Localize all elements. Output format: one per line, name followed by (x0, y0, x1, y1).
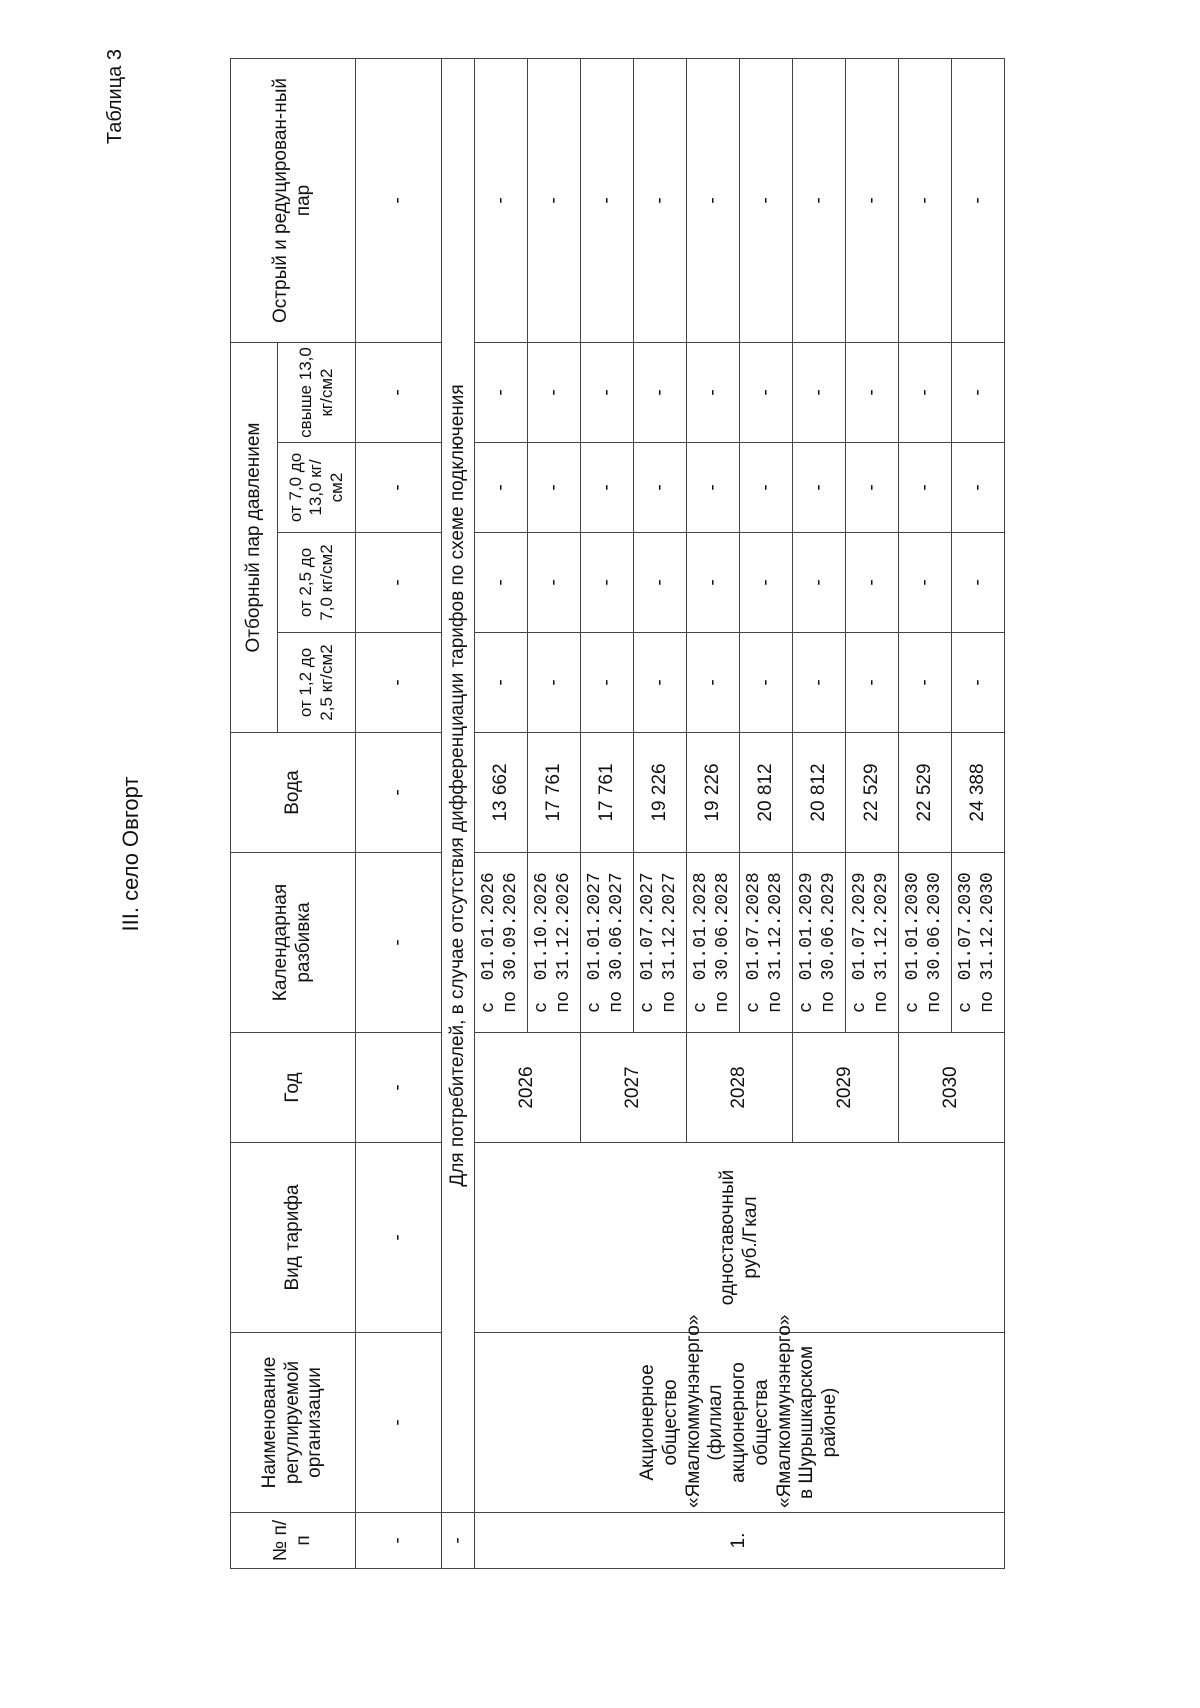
dash-cell: - (793, 342, 846, 442)
header-period: Календарная разбивка (231, 853, 356, 1033)
dash-cell: - (846, 443, 899, 533)
organization-name: Акционерное общество «Ямалкоммунэнерго» (филиал акционерного общества «Ямалкоммунэнерго» в Шурышкарском районе) (475, 1333, 1005, 1513)
dash-cell: - (475, 58, 528, 342)
row-number: 1. (475, 1513, 1005, 1569)
header-year: Год (231, 1033, 356, 1143)
dash-cell: - (581, 58, 634, 342)
dash-cell: - (793, 533, 846, 633)
header-tariff-type: Вид тарифа (231, 1143, 356, 1333)
dash-cell: - (634, 342, 687, 442)
dash-cell: - (687, 443, 740, 533)
dash-cell: - (846, 342, 899, 442)
water-value: 13 662 (475, 733, 528, 853)
dash-cell: - (356, 1513, 442, 1569)
consumer-note: Для потребителей, в случае отсутствия дифференциации тарифов по схеме подключения (442, 58, 475, 1512)
header-num: № п/п (231, 1513, 356, 1569)
dash-cell: - (634, 58, 687, 342)
period-cell: с 01.07.2029 по 31.12.2029 (846, 853, 899, 1033)
tariff-table (230, 58, 1005, 1569)
period-cell: с 01.07.2027 по 31.12.2027 (634, 853, 687, 1033)
dash-cell: - (442, 1513, 475, 1569)
dash-cell: - (740, 533, 793, 633)
water-value: 17 761 (581, 733, 634, 853)
dash-cell: - (528, 443, 581, 533)
dash-cell: - (581, 533, 634, 633)
dash-cell: - (356, 853, 442, 1033)
period-cell: с 01.01.2029 по 30.06.2029 (793, 853, 846, 1033)
dash-cell: - (899, 342, 952, 442)
dash-cell: - (952, 533, 1005, 633)
dash-cell: - (356, 533, 442, 633)
dash-cell: - (581, 443, 634, 533)
dash-cell: - (846, 633, 899, 733)
period-cell: с 01.01.2028 по 30.06.2028 (687, 853, 740, 1033)
section-title: III. село Овгорт (118, 776, 143, 932)
dash-cell: - (846, 58, 899, 342)
year-cell: 2028 (687, 1033, 793, 1143)
dash-cell: - (899, 533, 952, 633)
tariff-type: одноставочный руб./Гкал (475, 1143, 1005, 1333)
dash-cell: - (846, 533, 899, 633)
dash-cell: - (952, 633, 1005, 733)
dash-cell: - (356, 1033, 442, 1143)
period-cell: с 01.01.2030 по 30.06.2030 (899, 853, 952, 1033)
dash-cell: - (634, 533, 687, 633)
dash-cell: - (740, 443, 793, 533)
dash-cell: - (475, 443, 528, 533)
header-steam-4: свыше 13,0 кг/см2 (278, 342, 356, 442)
dash-cell: - (899, 633, 952, 733)
dash-cell: - (475, 342, 528, 442)
dash-cell: - (793, 443, 846, 533)
dash-cell: - (793, 58, 846, 342)
dash-cell: - (475, 633, 528, 733)
header-org: Наименование регулируемой организации (231, 1333, 356, 1513)
year-cell: 2029 (793, 1033, 899, 1143)
dash-cell: - (740, 342, 793, 442)
dash-cell: - (356, 633, 442, 733)
dash-cell: - (356, 443, 442, 533)
header-steam: Отборный пар давлением (231, 342, 278, 732)
dash-cell: - (793, 633, 846, 733)
water-value: 20 812 (793, 733, 846, 853)
dash-cell: - (356, 1333, 442, 1513)
dash-cell: - (528, 533, 581, 633)
dash-cell: - (356, 733, 442, 853)
dash-cell: - (687, 533, 740, 633)
header-steam-1: от 1,2 до 2,5 кг/см2 (278, 633, 356, 733)
dash-cell: - (581, 633, 634, 733)
dash-cell: - (356, 342, 442, 442)
dash-cell: - (687, 342, 740, 442)
dash-cell: - (356, 58, 442, 342)
year-cell: 2026 (475, 1033, 581, 1143)
water-value: 19 226 (687, 733, 740, 853)
table-number: Таблица 3 (104, 49, 126, 145)
header-steam-3: от 7,0 до 13,0 кг/см2 (278, 443, 356, 533)
dash-cell: - (634, 633, 687, 733)
dash-cell: - (899, 58, 952, 342)
period-cell: с 01.07.2028 по 31.12.2028 (740, 853, 793, 1033)
dash-cell: - (952, 58, 1005, 342)
period-cell: с 01.07.2030 по 31.12.2030 (952, 853, 1005, 1033)
dash-cell: - (740, 633, 793, 733)
water-value: 24 388 (952, 733, 1005, 853)
dash-cell: - (528, 633, 581, 733)
year-cell: 2030 (899, 1033, 1005, 1143)
water-value: 19 226 (634, 733, 687, 853)
dash-cell: - (899, 443, 952, 533)
water-value: 17 761 (528, 733, 581, 853)
period-cell: с 01.01.2026 по 30.09.2026 (475, 853, 528, 1033)
year-cell: 2027 (581, 1033, 687, 1143)
header-steam-2: от 2,5 до 7,0 кг/см2 (278, 533, 356, 633)
dash-cell: - (952, 443, 1005, 533)
rotated-document-page (100, 49, 1100, 1659)
dash-cell: - (687, 58, 740, 342)
dash-cell: - (581, 342, 634, 442)
header-water: Вода (231, 733, 356, 853)
period-cell: с 01.01.2027 по 30.06.2027 (581, 853, 634, 1033)
water-value: 20 812 (740, 733, 793, 853)
dash-cell: - (528, 342, 581, 442)
dash-cell: - (740, 58, 793, 342)
header-sharp-steam: Острый и редуцирован-ный пар (231, 58, 356, 342)
dash-cell: - (687, 633, 740, 733)
dash-cell: - (356, 1143, 442, 1333)
period-cell: с 01.10.2026 по 31.12.2026 (528, 853, 581, 1033)
water-value: 22 529 (899, 733, 952, 853)
dash-cell: - (528, 58, 581, 342)
water-value: 22 529 (846, 733, 899, 853)
dash-cell: - (634, 443, 687, 533)
dash-cell: - (475, 533, 528, 633)
dash-cell: - (952, 342, 1005, 442)
